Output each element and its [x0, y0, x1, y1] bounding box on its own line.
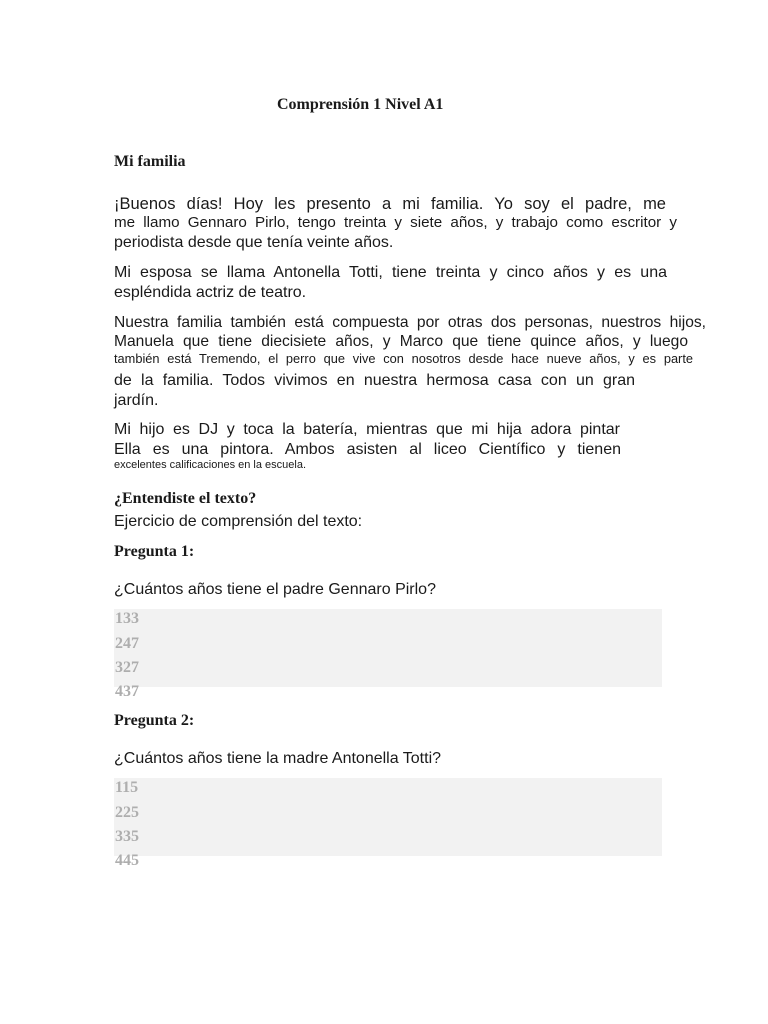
paragraph-3-line-3: también está Tremendo, el perro que vive con nosotros desde hace nueve años, y es parte	[114, 351, 693, 366]
paragraph-1-line-3: periodista desde que tenía veinte años.	[114, 234, 394, 251]
question-1-text: ¿Cuántos años tiene el padre Gennaro Pirlo?	[114, 581, 436, 598]
exercise-subheading: Ejercicio de comprensión del texto:	[114, 513, 363, 530]
exercise-heading: ¿Entendiste el texto?	[114, 490, 257, 507]
paragraph-3-line-4: de la familia. Todos vivimos en nuestra hermosa casa con un gran	[114, 372, 635, 389]
paragraph-3-line-5: jardín.	[114, 392, 159, 409]
question-1-option-3[interactable]: 327	[115, 659, 139, 676]
question-1-options-box	[114, 609, 662, 687]
question-2-option-1[interactable]: 115	[115, 779, 139, 796]
question-1-label: Pregunta 1:	[114, 543, 195, 560]
question-2-option-2[interactable]: 225	[115, 804, 139, 821]
paragraph-3-line-1: Nuestra familia también está compuesta por otras dos personas, nuestros hijos,	[114, 314, 706, 331]
paragraph-3-line-2: Manuela que tiene diecisiete años, y Marco que tiene quince años, y luego	[114, 333, 688, 350]
question-1-option-1[interactable]: 133	[115, 610, 139, 627]
question-2-label: Pregunta 2:	[114, 712, 195, 729]
section-heading: Mi familia	[114, 153, 186, 170]
paragraph-1-line-1: ¡Buenos días! Hoy les presento a mi familia. Yo soy el padre, me	[114, 195, 666, 213]
question-1-option-2[interactable]: 247	[115, 635, 139, 652]
paragraph-2-line-1: Mi esposa se llama Antonella Totti, tiene treinta y cinco años y es una	[114, 264, 667, 281]
paragraph-2-line-2: espléndida actriz de teatro.	[114, 284, 307, 301]
question-1-option-4[interactable]: 437	[115, 683, 139, 700]
paragraph-1-line-2: me llamo Gennaro Pirlo, tengo treinta y siete años, y trabajo como escritor y	[114, 214, 677, 231]
paragraph-4-line-2: Ella es una pintora. Ambos asisten al liceo Científico y tienen	[114, 441, 621, 458]
question-2-text: ¿Cuántos años tiene la madre Antonella Totti?	[114, 750, 442, 767]
paragraph-4-line-3: excelentes calificaciones en la escuela.	[114, 459, 307, 471]
question-2-option-4[interactable]: 445	[115, 852, 139, 869]
question-2-option-3[interactable]: 335	[115, 828, 139, 845]
question-2-options-box	[114, 778, 662, 856]
paragraph-4-line-1: Mi hijo es DJ y toca la batería, mientras que mi hija adora pintar	[114, 421, 620, 438]
page-title: Comprensión 1 Nivel A1	[277, 96, 444, 113]
